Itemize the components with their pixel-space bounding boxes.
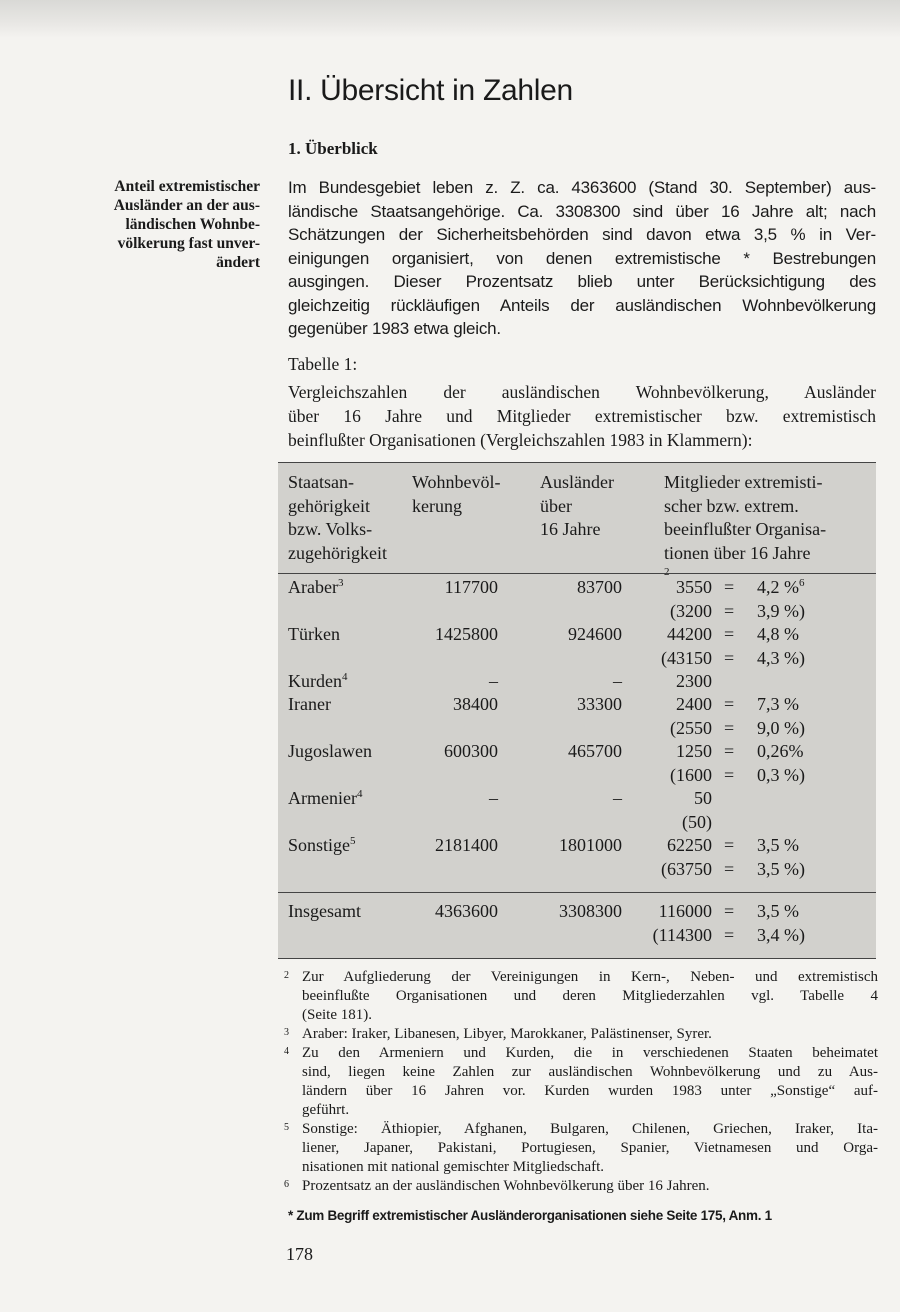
equals-sign: = <box>724 835 735 855</box>
equals-sign: = <box>724 694 735 714</box>
row-percent-1983: 0,3 %) <box>757 764 805 785</box>
row-name-text: Kurden <box>288 671 342 691</box>
margin-note-line: Ausländer an der aus- <box>113 197 260 214</box>
row-population: 600300 <box>444 741 498 761</box>
table-label: Tabelle 1: <box>288 354 358 374</box>
header-line: Mitglieder extremisti- <box>664 472 823 492</box>
row-over16: 1801000 <box>559 835 622 855</box>
row-name-text: Jugoslawen <box>288 741 372 761</box>
total-rule <box>278 892 876 893</box>
margin-note-line: ländischen Wohnbe- <box>125 216 260 233</box>
row-name <box>288 787 362 811</box>
row-percent <box>757 693 799 717</box>
intro-paragraph <box>288 176 876 341</box>
row-members-1983: (50) <box>682 811 712 832</box>
footnote-mark: 6 <box>284 1179 289 1190</box>
chapter-heading: II. Übersicht in Zahlen <box>288 74 573 107</box>
header-line: scher bzw. extrem. <box>664 495 799 516</box>
equals-sign: = <box>724 717 735 738</box>
row-name-text: Araber <box>288 577 338 597</box>
row-name <box>288 693 331 717</box>
header-line-text: tionen über 16 Jahre <box>664 542 811 563</box>
page-number: 178 <box>286 1244 313 1264</box>
row-population: – <box>489 788 498 808</box>
footnote <box>284 968 878 1025</box>
footnote-mark: 3 <box>284 1027 289 1038</box>
equals-sign: = <box>724 858 735 879</box>
row-percent-1983: 9,0 %) <box>757 717 805 738</box>
row-members-1983: (63750 <box>661 858 712 879</box>
row-members-1983: (2550 <box>670 717 712 738</box>
row-over16: 33300 <box>577 694 622 714</box>
paragraph-line: gleichzeitig rückläufigen Anteils der ausländischen Wohnbevölkerung <box>288 295 876 315</box>
footnote-ref: 4 <box>341 671 348 683</box>
row-name-text: Türken <box>288 624 340 644</box>
row-members-1983: (1600 <box>670 764 712 785</box>
table-caption <box>288 380 876 452</box>
footnote-ref: 6 <box>799 577 805 589</box>
margin-note-line: Anteil extremistischer <box>114 178 260 195</box>
equals-sign: = <box>724 600 735 621</box>
footnote-line: liener, Japaner, Pakistani, Portugiesen, Spanier, Vietnamesen und Orga- <box>302 1140 878 1156</box>
header-line: 16 Jahre <box>540 519 601 539</box>
equals-sign: = <box>724 647 735 668</box>
header-line: über <box>540 495 572 516</box>
footnote-ref: 3 <box>337 577 344 589</box>
row-population: 2181400 <box>435 835 498 855</box>
header-line: zugehörigkeit <box>288 542 387 563</box>
footnote-ref: 5 <box>350 835 356 847</box>
equals-sign: = <box>724 624 735 644</box>
header-line: Ausländer <box>540 472 614 492</box>
footnote-line: sind, liegen keine Zahlen zur ausländischen Wohnbevölkerung und zu Aus- <box>302 1064 878 1080</box>
total-name: Insgesamt <box>288 901 361 921</box>
paragraph-line: gegenüber 1983 etwa gleich. <box>288 319 501 338</box>
footnote-ref: 4 <box>356 788 363 800</box>
equals-sign: = <box>724 764 735 785</box>
header-line: kerung <box>412 495 462 516</box>
equals-sign: = <box>724 924 735 945</box>
row-percent <box>757 576 805 600</box>
footnote <box>284 1120 878 1177</box>
row-over16: – <box>613 671 622 691</box>
row-members-1983: (3200 <box>670 600 712 621</box>
footnote-line: geführt. <box>302 1102 350 1118</box>
row-percent-1983: 4,3 %) <box>757 647 805 668</box>
footnote-line: nisationen mit national gemischter Mitgliedschaft. <box>302 1159 605 1175</box>
header-nationality <box>288 471 387 565</box>
row-members: 44200 <box>667 624 712 644</box>
row-members: 2400 <box>676 694 712 714</box>
caption-line: über 16 Jahre und Mitglieder extremistischer bzw. extremistisch <box>288 406 876 426</box>
margin-note-line: ändert <box>216 254 260 271</box>
footnote <box>284 1044 878 1120</box>
row-members: 2300 <box>676 671 712 691</box>
row-name <box>288 670 347 694</box>
total-over16: 3308300 <box>559 901 622 921</box>
header-over16 <box>540 471 614 542</box>
header-line: Staatsan- <box>288 472 354 492</box>
footnote-line: Zur Aufgliederung der Vereinigungen in Kern-, Neben- und extremistisch <box>302 969 878 985</box>
footnote <box>284 1177 878 1196</box>
row-name <box>288 740 372 764</box>
row-name <box>288 623 340 647</box>
row-population: – <box>489 671 498 691</box>
footnote <box>284 1025 878 1044</box>
paragraph-line: einigungen organisiert, von denen extremistische * Bestrebungen <box>288 248 876 268</box>
row-population: 1425800 <box>435 624 498 644</box>
row-over16: 83700 <box>577 577 622 597</box>
percent-text: 0,26% <box>757 741 804 761</box>
row-name-text: Armenier <box>288 788 357 808</box>
total-members: 116000 <box>658 901 712 921</box>
row-name-text: Sonstige <box>288 835 351 855</box>
caption-line: beinflußter Organisationen (Vergleichszahlen 1983 in Klammern): <box>288 430 753 450</box>
total-percent: 3,5 % <box>757 901 799 921</box>
row-name <box>288 834 356 858</box>
footnote-mark: 4 <box>284 1046 289 1057</box>
row-members: 62250 <box>667 835 712 855</box>
header-population <box>412 471 501 518</box>
section-heading: 1. Überblick <box>288 139 378 158</box>
footnote-line: Sonstige: Äthiopier, Afghanen, Bulgaren, Chilenen, Griechen, Iraker, Ita- <box>302 1121 878 1137</box>
row-percent <box>757 740 804 764</box>
row-name-text: Iraner <box>288 694 331 714</box>
row-population: 38400 <box>453 694 498 714</box>
row-name <box>288 576 343 600</box>
paragraph-line: ländische Staatsangehörige. Ca. 3308300 sind über 16 Jahre alt; nach <box>288 201 876 221</box>
percent-text: 4,2 % <box>757 577 799 597</box>
margin-note-line: völkerung fast unver- <box>117 235 260 252</box>
row-population: 117700 <box>444 577 498 597</box>
row-members: 50 <box>694 788 712 808</box>
footnote-mark: 2 <box>284 970 289 981</box>
row-members: 1250 <box>676 741 712 761</box>
scan-top-shadow <box>0 0 900 38</box>
row-members: 3550 <box>676 577 712 597</box>
equals-sign: = <box>724 901 735 921</box>
row-percent <box>757 623 799 647</box>
paragraph-line: Im Bundesgebiet leben z. Z. ca. 4363600 (Stand 30. September) aus- <box>288 178 876 197</box>
caption-line: Vergleichszahlen der ausländischen Wohnbevölkerung, Ausländer <box>288 382 876 402</box>
asterisk-note: * Zum Begriff extremistischer Ausländerorganisationen siehe Seite 175, Anm. 1 <box>288 1208 772 1223</box>
row-percent <box>757 834 799 858</box>
header-line: beeinflußter Organisa- <box>664 519 827 539</box>
total-percent-1983: 3,4 %) <box>757 924 805 945</box>
footnote-line: Prozentsatz an der ausländischen Wohnbevölkerung über 16 Jahren. <box>302 1178 710 1194</box>
percent-text: 4,8 % <box>757 624 799 644</box>
footnote-ref: 2 <box>664 566 670 578</box>
row-percent-1983: 3,9 %) <box>757 600 805 621</box>
header-line: bzw. Volks- <box>288 519 373 539</box>
row-over16: 465700 <box>568 741 622 761</box>
percent-text: 7,3 % <box>757 694 799 714</box>
row-over16: – <box>613 788 622 808</box>
footnote-line: Araber: Iraker, Libanesen, Libyer, Marokkaner, Palästinenser, Syrer. <box>302 1026 712 1042</box>
footnote-line: ländern über 16 Jahren vor. Kurden wurden 1983 unter „Sonstige“ auf- <box>302 1083 878 1099</box>
row-members-1983: (43150 <box>661 647 712 668</box>
footnote-line: (Seite 181). <box>302 1007 372 1023</box>
total-members-1983: (114300 <box>652 924 712 945</box>
header-rule <box>278 573 876 574</box>
footnotes <box>284 968 878 1196</box>
paragraph-line: ausgingen. Dieser Prozentsatz blieb unter Berücksichtigung des <box>288 272 876 291</box>
row-percent-1983: 3,5 %) <box>757 858 805 879</box>
equals-sign: = <box>724 741 735 761</box>
header-line: Wohnbevöl- <box>412 472 501 492</box>
footnote-mark: 5 <box>284 1122 289 1133</box>
header-members <box>664 471 826 589</box>
footnote-line: Zu den Armeniern und Kurden, die in verschiedenen Staaten beheimatet <box>302 1045 878 1061</box>
row-over16: 924600 <box>568 624 622 644</box>
margin-note <box>88 177 260 272</box>
equals-sign: = <box>724 577 735 597</box>
header-line: gehörigkeit <box>288 495 370 516</box>
percent-text: 3,5 % <box>757 835 799 855</box>
total-population: 4363600 <box>435 901 498 921</box>
data-table <box>278 462 876 959</box>
paragraph-line: Schätzungen der Sicherheitsbehörden sind davon etwa 3,5 % in Ver- <box>288 225 876 244</box>
footnote-line: beeinflußte Organisationen und deren Mitgliederzahlen vgl. Tabelle 4 <box>302 988 878 1004</box>
